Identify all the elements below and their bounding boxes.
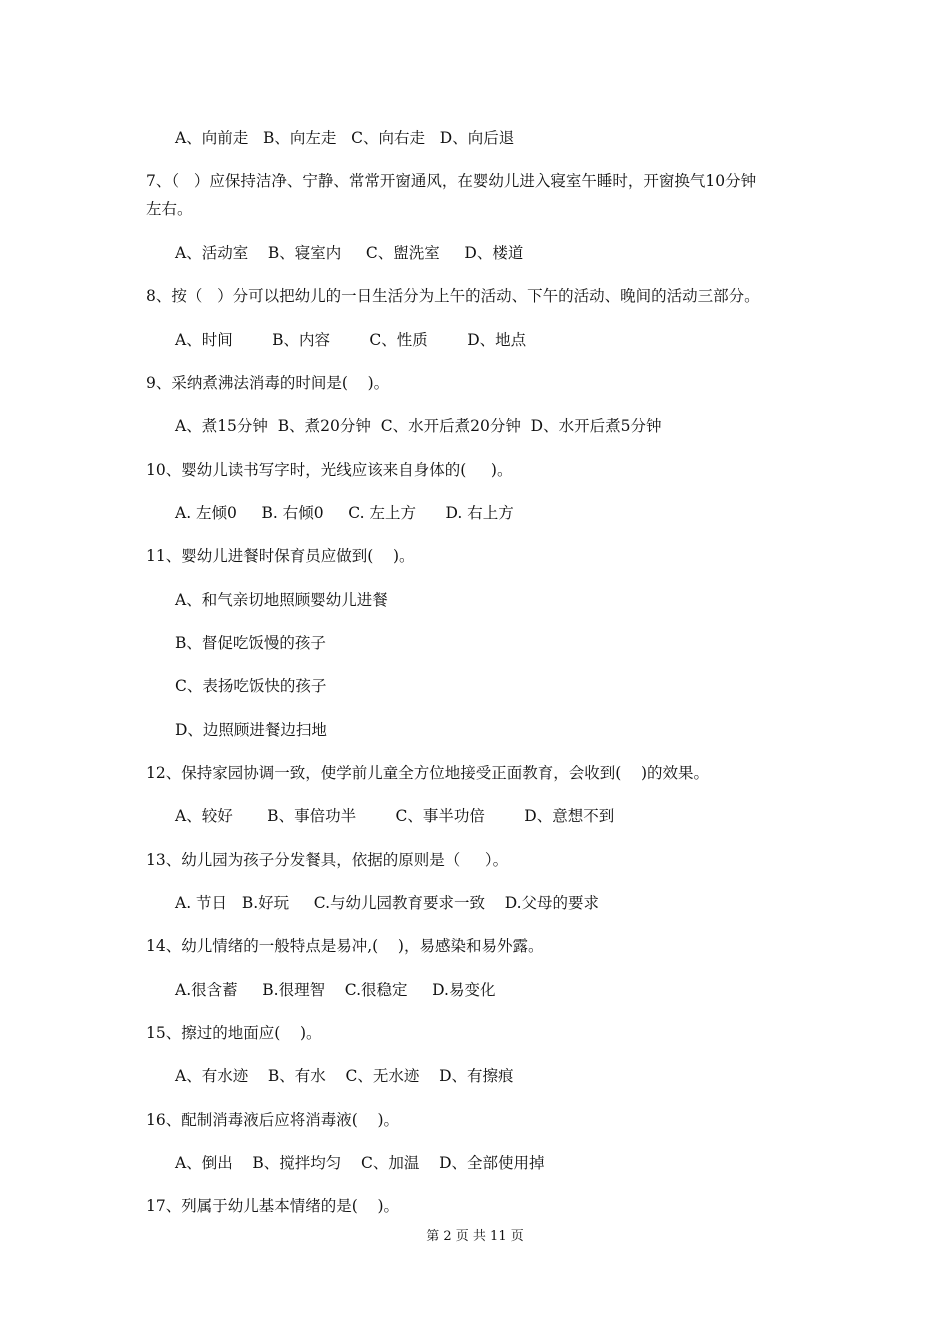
q17-text: 17、列属于幼儿基本情绪的是( )。 — [146, 1197, 400, 1215]
q10-text: 10、婴幼儿读书写字时，光线应该来自身体的( )。 — [146, 461, 513, 479]
q16-text: 16、配制消毒液后应将消毒液( )。 — [146, 1111, 400, 1129]
page-footer: 第 2 页 共 11 页 — [426, 1229, 524, 1244]
q11-option-c: C、表扬吃饭快的孩子 — [175, 677, 327, 695]
q14-options: A.很含蓄 B.很理智 C.很稳定 D.易变化 — [175, 981, 496, 999]
q9-text: 9、采纳煮沸法消毒的时间是( )。 — [146, 374, 390, 392]
q11-option-b: B、督促吃饭慢的孩子 — [175, 634, 326, 652]
q16-options: A、倒出 B、搅拌均匀 C、加温 D、全部使用掉 — [175, 1154, 545, 1172]
q11-text: 11、婴幼儿进餐时保育员应做到( )。 — [146, 547, 415, 565]
q15-text: 15、擦过的地面应( )。 — [146, 1024, 322, 1042]
q12-text: 12、保持家园协调一致，使学前儿童全方位地接受正面教育，会收到( )的效果。 — [146, 764, 710, 782]
q14-text: 14、幼儿情绪的一般特点是易冲,( )，易感染和易外露。 — [146, 937, 544, 955]
q10-options: A. 左倾0 B. 右倾0 C. 左上方 D. 右上方 — [175, 504, 514, 522]
q9-options: A、煮15分钟 B、煮20分钟 C、水开后煮20分钟 D、水开后煮5分钟 — [175, 417, 662, 435]
q6-options: A、向前走 B、向左走 C、向右走 D、向后退 — [175, 129, 515, 147]
q11-option-a: A、和气亲切地照顾婴幼儿进餐 — [175, 591, 388, 609]
q11-option-d: D、边照顾进餐边扫地 — [175, 721, 327, 739]
q7-text: 7、（ ）应保持洁净、宁静、常常开窗通风，在婴幼儿进入寝室午睡时，开窗换气10分钟 — [146, 172, 757, 190]
q12-options: A、较好 B、事倍功半 C、事半功倍 D、意想不到 — [175, 807, 615, 825]
q7-text-cont: 左右。 — [146, 200, 193, 218]
q15-options: A、有水迹 B、有水 C、无水迹 D、有擦痕 — [175, 1067, 514, 1085]
q13-text: 13、幼儿园为孩子分发餐具，依据的原则是（ ）。 — [146, 851, 509, 869]
q8-options: A、时间 B、内容 C、性质 D、地点 — [175, 331, 527, 349]
q7-options: A、活动室 B、寝室内 C、盥洗室 D、楼道 — [175, 244, 524, 262]
q8-text: 8、按（ ）分可以把幼儿的一日生活分为上午的活动、下午的活动、晚间的活动三部分。 — [146, 287, 760, 305]
q13-options: A. 节日 B.好玩 C.与幼儿园教育要求一致 D.父母的要求 — [175, 894, 600, 912]
